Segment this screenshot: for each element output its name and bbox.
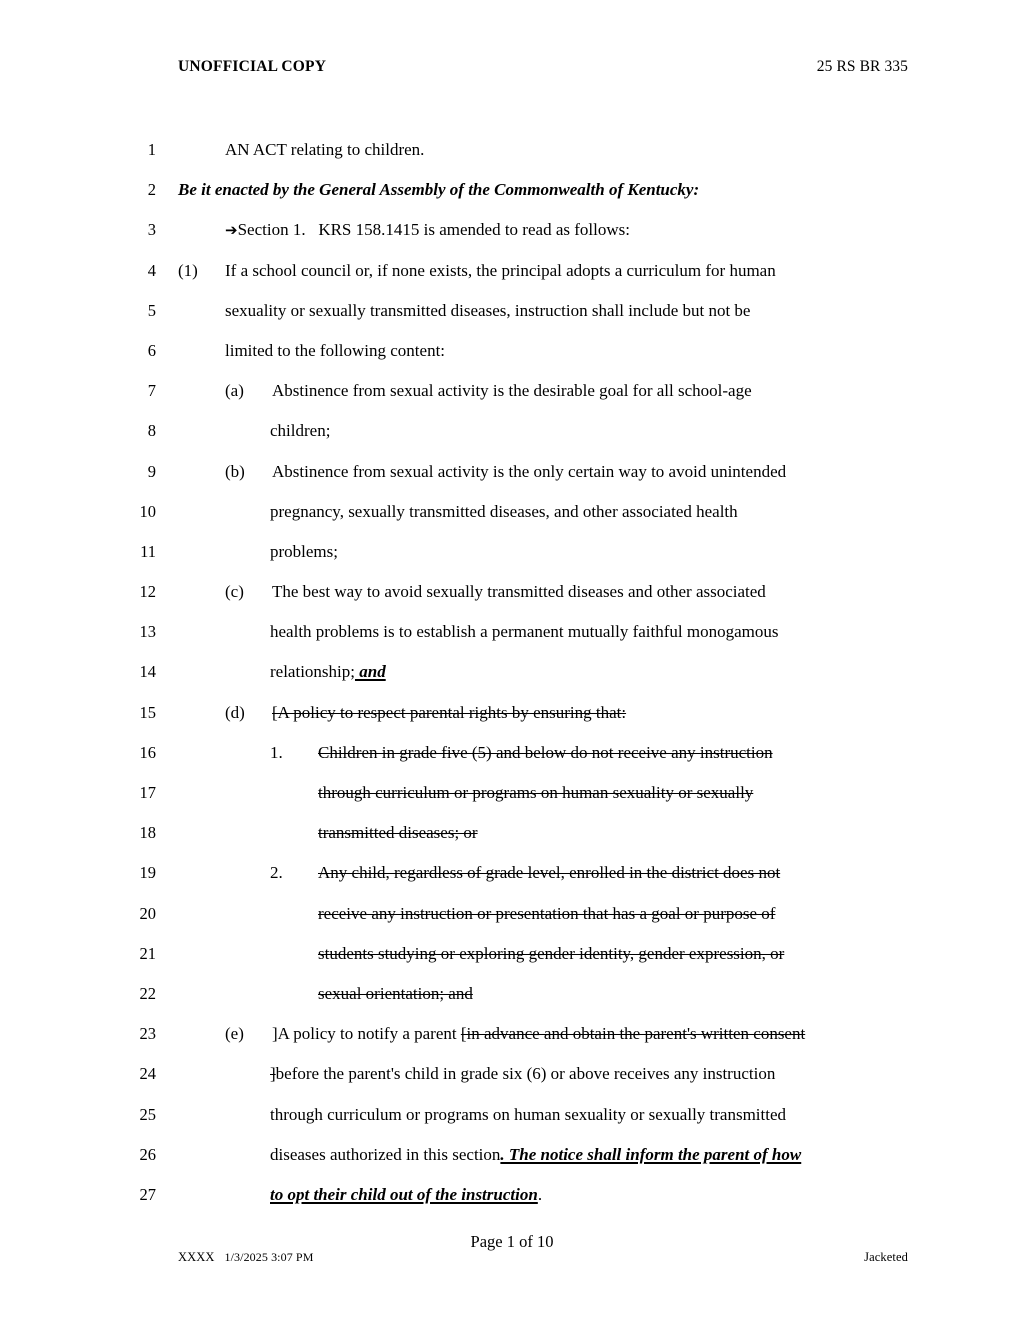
footer-left-group — [178, 1250, 313, 1265]
subsection-text: If a school council or, if none exists, the principal adopts a curriculum for human — [225, 260, 776, 280]
deleted-bracket: ] — [270, 1064, 276, 1084]
text-line — [0, 256, 1024, 296]
bill-title-text: AN ACT relating to children. — [225, 140, 425, 159]
footer-doc-code: XXXX — [178, 1250, 215, 1264]
text-line — [0, 738, 1024, 778]
deleted-marker — [225, 1024, 272, 1043]
paragraph-text-with-insertion — [270, 662, 905, 682]
inserted-text: . The notice shall inform the parent of how — [500, 1144, 802, 1164]
line-number: 9 — [147, 461, 156, 481]
text-line — [0, 1100, 1024, 1140]
text-line — [0, 778, 1024, 818]
paragraph-text: children; — [270, 421, 331, 441]
paragraph-text-with-insertion — [270, 1145, 905, 1165]
text-line — [0, 698, 1024, 738]
deleted-text: students studying or exploring gender identity, gender expression, or — [318, 943, 785, 963]
text-line — [0, 296, 1024, 336]
deleted-text: transmitted diseases; or — [318, 823, 478, 843]
bill-text-body — [0, 135, 1024, 1220]
paragraph-text: relationship; — [270, 662, 355, 682]
paragraph-text-with-insertion — [270, 1185, 905, 1205]
text-line — [0, 1140, 1024, 1180]
line-number: 22 — [139, 983, 156, 1003]
text-line — [0, 175, 1024, 215]
text-line — [0, 416, 1024, 456]
paragraph-text-with-deletion — [270, 1064, 905, 1084]
paragraph-text: Abstinence from sexual activity is the desirable goal for all school-age — [272, 381, 752, 401]
subparagraph-2-line — [270, 863, 905, 883]
subparagraph-1-line — [270, 743, 905, 763]
line-number: 17 — [139, 783, 156, 802]
paragraph-marker: (c) — [225, 582, 244, 602]
line-number: 20 — [139, 903, 156, 923]
line-number: 25 — [139, 1104, 156, 1124]
right-arrow-icon: ➔ — [225, 221, 238, 240]
header-unofficial-copy-label: UNOFFICIAL COPY — [178, 58, 327, 75]
line-number: 8 — [147, 421, 156, 441]
paragraph-a-line — [225, 381, 905, 401]
subparagraph-marker: 1. — [270, 742, 283, 762]
line-number: 14 — [139, 662, 156, 682]
line-number: 1 — [147, 140, 156, 159]
subsection-1-line — [178, 261, 905, 281]
text-line — [0, 577, 1024, 617]
enacting-clause-text: Be it enacted by the General Assembly of the Commonwealth of Kentucky: — [178, 180, 700, 200]
page-number-label: Page 1 of 10 — [470, 1232, 554, 1251]
text-line — [0, 497, 1024, 537]
deleted-text: through curriculum or programs on human sexuality or sexually — [318, 783, 754, 802]
footer-timestamp: 1/3/2025 3:07 PM — [224, 1250, 314, 1264]
paragraph-c-line — [225, 582, 905, 602]
line-number: 6 — [147, 340, 156, 360]
paragraph-text: through curriculum or programs on human sexuality or sexually transmitted — [270, 1104, 787, 1124]
text-line — [0, 376, 1024, 416]
line-number: 3 — [147, 220, 156, 240]
line-number: 27 — [139, 1184, 156, 1204]
subsection-text: limited to the following content: — [225, 340, 446, 360]
paragraph-text: pregnancy, sexually transmitted diseases, and other associated health — [270, 501, 738, 521]
line-number: 10 — [139, 501, 156, 521]
inserted-text: to opt their child out of the instruction — [270, 1184, 538, 1204]
subsection-text: sexuality or sexually transmitted diseases, instruction shall include but not be — [225, 300, 751, 320]
line-number: 2 — [147, 180, 156, 200]
footer-status-label: Jacketed — [864, 1250, 908, 1264]
subsection-marker: (1) — [178, 260, 198, 280]
text-line — [0, 336, 1024, 376]
deleted-text: receive any instruction or presentation that has a goal or purpose of — [318, 903, 776, 923]
text-line — [0, 1019, 1024, 1059]
line-number: 5 — [147, 300, 156, 320]
paragraph-text: health problems is to establish a permanent mutually faithful monogamous — [270, 622, 779, 642]
line-number: 26 — [139, 1144, 156, 1164]
line-number: 24 — [139, 1064, 156, 1084]
line-number: 16 — [139, 742, 156, 762]
text-line — [0, 215, 1024, 255]
text-line — [0, 657, 1024, 697]
sentence-period: . — [537, 1184, 543, 1204]
paragraph-text: problems; — [270, 541, 338, 561]
text-line — [0, 939, 1024, 979]
line-number: 7 — [147, 381, 156, 401]
line-number: 18 — [139, 823, 156, 843]
paragraph-b-line — [225, 462, 905, 482]
section-heading-text: Section 1. KRS 158.1415 is amended to read as follows: — [237, 220, 630, 240]
text-line — [0, 818, 1024, 858]
deleted-text: [A policy to respect parental rights by ensuring that: — [272, 702, 627, 722]
paragraph-marker: (e) — [225, 1024, 244, 1044]
text-line — [0, 617, 1024, 657]
paragraph-d-line — [225, 703, 905, 723]
text-line — [0, 1180, 1024, 1220]
deleted-body-text: Any child, regardless of grade level, enrolled in the district does not — [318, 863, 781, 883]
paragraph-marker: (d) — [225, 702, 245, 722]
line-number: 4 — [147, 260, 156, 280]
paragraph-e-line — [225, 1024, 905, 1044]
line-number: 11 — [140, 541, 156, 561]
line-number: 21 — [139, 943, 156, 963]
line-number: 15 — [139, 702, 156, 722]
deleted-text — [270, 743, 773, 762]
deleted-text — [270, 863, 780, 882]
paragraph-marker: (b) — [225, 461, 245, 481]
line-number: 19 — [139, 863, 156, 883]
text-line — [0, 135, 1024, 175]
section-heading-line — [225, 220, 905, 240]
paragraph-text: diseases authorized in this section — [270, 1144, 501, 1164]
line-number: 23 — [139, 1024, 156, 1044]
text-line — [0, 1059, 1024, 1099]
paragraph-marker: (a) — [225, 381, 244, 401]
deleted-text: [in advance and obtain the parent's written consent — [460, 1024, 806, 1044]
deleted-text: sexual orientation; and — [318, 983, 473, 1003]
deleted-body-text: Children in grade five (5) and below do not receive any instruction — [318, 742, 773, 762]
page-footer — [178, 1250, 908, 1265]
text-line — [0, 537, 1024, 577]
inserted-text: and — [354, 662, 386, 682]
paragraph-text: ]A policy to notify a parent — [272, 1024, 461, 1044]
paragraph-text: before the parent's child in grade six (6) or above receives any instruction — [275, 1064, 776, 1084]
header-bill-number: 25 RS BR 335 — [816, 58, 908, 75]
paragraph-text: Abstinence from sexual activity is the only certain way to avoid unintended — [272, 461, 787, 481]
line-number: 12 — [139, 582, 156, 602]
paragraph-text: The best way to avoid sexually transmitted diseases and other associated — [272, 582, 766, 602]
subparagraph-marker: 2. — [270, 863, 283, 883]
text-line — [0, 858, 1024, 898]
line-number: 13 — [139, 622, 156, 642]
page-header — [178, 58, 908, 76]
text-line — [0, 899, 1024, 939]
text-line — [0, 979, 1024, 1019]
text-line — [0, 457, 1024, 497]
